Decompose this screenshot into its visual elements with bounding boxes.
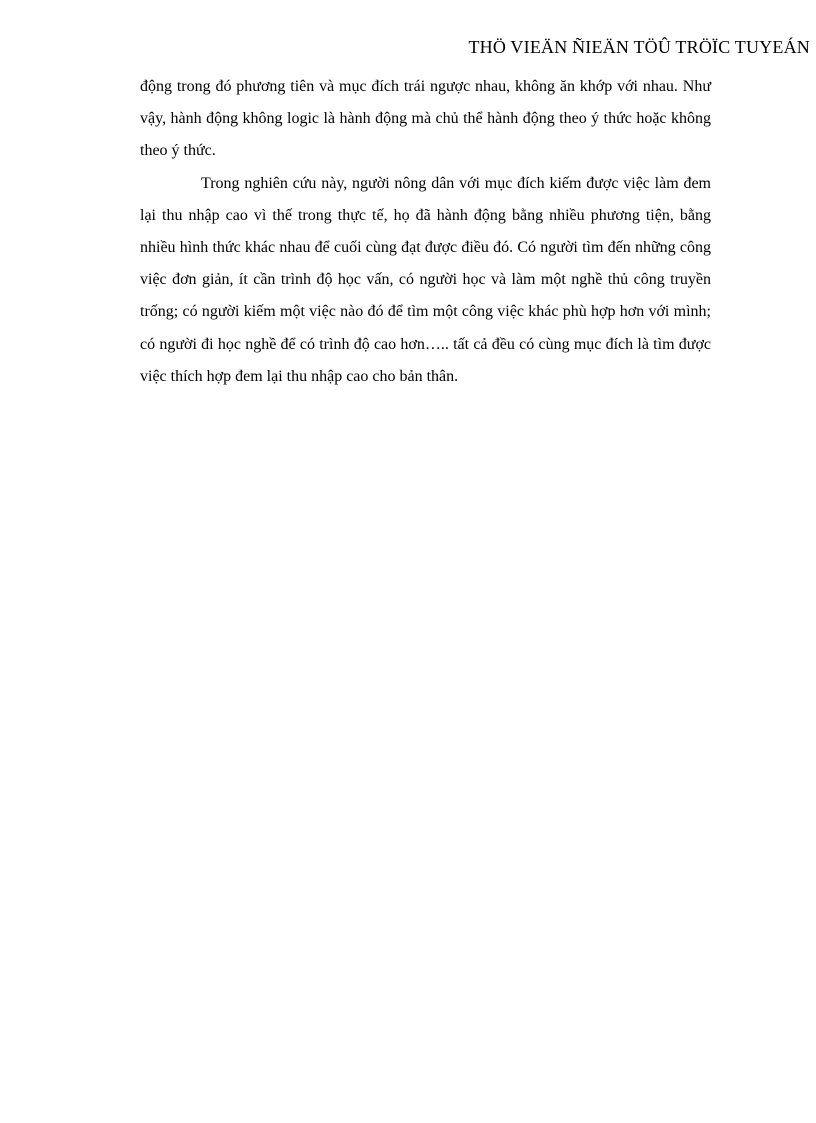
paragraph-research: Trong nghiên cứu này, người nông dân với mục đích kiếm được việc làm đem lại thu nhập cao vì thế trong thực tế, họ đã hành động bằng nhiều phương tiện, bằng nhiều hình thức khác nhau để cuối cùng đạt được điều đó. Có người tìm đến những công việc đơn giản, ít cần trình độ học vấn, có người học và làm một nghề thủ công truyền trống; có người kiếm một việc nào đó để tìm một công việc khác phù hợp hơn với mình; có người đi học nghề để có trình độ cao hơn….. tất cả đều có cùng mục đích là tìm được việc thích hợp đem lại thu nhập cao cho bản thân. xyxy=(140,174,711,385)
paragraph-continuation: động trong đó phương tiên và mục đích trái ngược nhau, không ăn khớp với nhau. Như vậy, hành động không logic là hành động mà chủ thể hành động theo ý thức hoặc không theo ý thức. xyxy=(140,78,711,160)
body-text xyxy=(140,71,711,393)
running-header: THÖ VIEÄN ÑIEÄN TÖÛ TRÖÏC TUYEÁN xyxy=(468,37,810,57)
